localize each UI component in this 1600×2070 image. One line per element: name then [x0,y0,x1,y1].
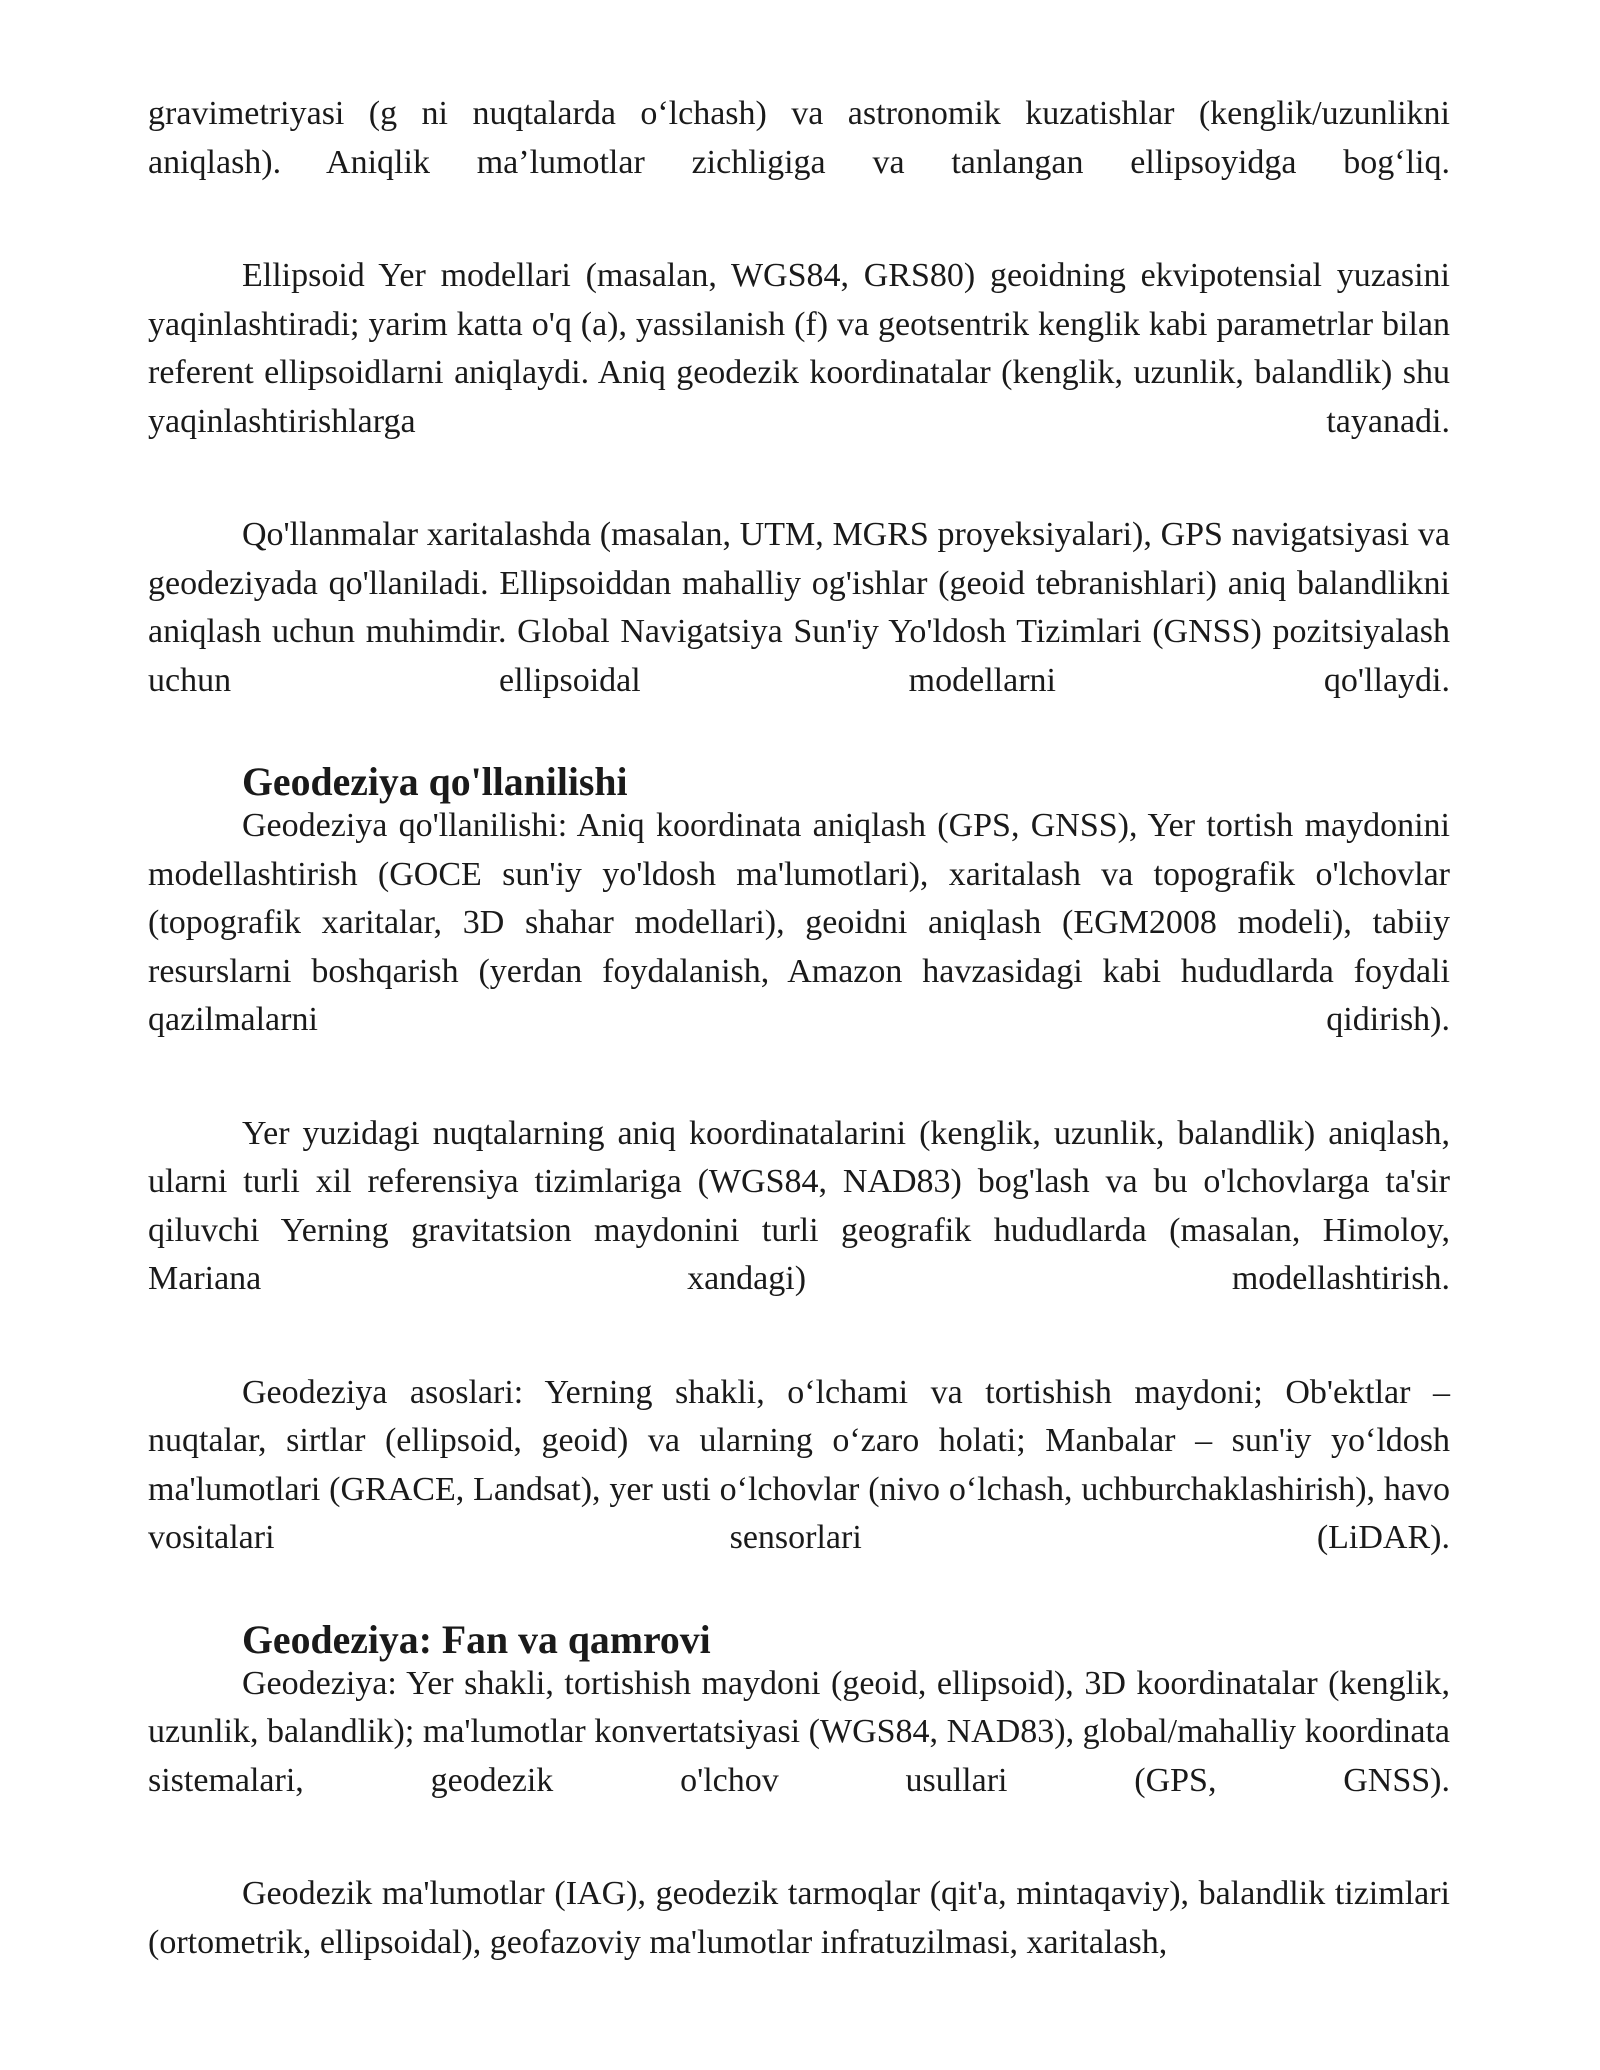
paragraph-geodesy-applications: Geodeziya qo'llanilishi: Aniq koordinata aniqlash (GPS, GNSS), Yer tortish maydonini modellashtirish (GOCE sun'iy yo'ldosh ma'lumotlari), xaritalash va topografik o'lchovlar (topografik xaritalar, 3D shahar modellari), geoidni aniqlash (EGM2008 modeli), tabiiy resurslarni boshqarish (yerdan foydalanish, Amazon havzasidagi kabi hududlarda foydali qazilmalarni qidirish). [148,807,1450,1038]
paragraph-coordinates: Yer yuzidagi nuqtalarning aniq koordinatalarini (kenglik, uzunlik, balandlik) aniqlash, ularni turli xil referensiya tizimlariga (WGS84, NAD83) bog'lash va bu o'lchovlarga ta'sir qiluvchi Yerning gravitatsion maydonini turli geografik hududlarda (masalan, Himoloy, Mariana xandagi) modellashtirish. [148,1114,1450,1297]
paragraph-geodesy-basics: Geodeziya asoslari: Yerning shakli, o‘lchami va tortishish maydoni; Ob'ektlar – nuqtalar, sirtlar (ellipsoid, geoid) va ularning o‘zaro holati; Manbalar – sun'iy yo‘ldosh ma'lumotlari (GRACE, Landsat), yer usti o‘lchovlar (nivo o‘lchash, uchburchaklashirish), havo vositalari sensorlari (LiDAR). [148,1373,1450,1556]
paragraph-ellipsoid-models: Ellipsoid Yer modellari (masalan, WGS84, GRS80) geoidning ekvipotensial yuzasini yaqinlashtiradi; yarim katta o'q (a), yassilanish (f) va geotsentrik kenglik kabi parametrlar bilan referent ellipsoidlarni aniqlaydi. Aniq geodezik koordinatalar (kenglik, uzunlik, balandlik) shu yaqinlashtirishlarga tayanadi. [148,257,1450,440]
section-heading-geodesy-applications: Geodeziya qo'llanilishi [242,760,628,804]
paragraph-geodesy-scope: Geodeziya: Yer shakli, tortishish maydoni (geoid, ellipsoid), 3D koordinatalar (kenglik, uzunlik, balandlik); ma'lumotlar konvertatsiyasi (WGS84, NAD83), global/mahalliy koordinata sistemalari, geodezik o'lchov usullari (GPS, GNSS). [148,1664,1450,1799]
document-page [148,90,1450,2032]
paragraph-geodetic-data: Geodezik ma'lumotlar (IAG), geodezik tarmoqlar (qit'a, mintaqaviy), balandlik tizimlari (ortometrik, ellipsoidal), geofazoviy ma'lumotlar infratuzilmasi, xaritalash, [148,1875,1450,1961]
paragraph-applications: Qo'llanmalar xaritalashda (masalan, UTM, MGRS proyeksiyalari), GPS navigatsiyasi va geodeziyada qo'llaniladi. Ellipsoiddan mahalliy og'ishlar (geoid tebranishlari) aniq balandlikni aniqlash uchun muhimdir. Global Navigatsiya Sun'iy Yo'ldosh Tizimlari (GNSS) pozitsiyalash uchun ellipsoidal modellarni qo'llaydi. [148,516,1450,699]
paragraph-gravimetry: gravimetriyasi (g ni nuqtalarda o‘lchash) va astronomik kuzatishlar (kenglik/uzunlikni aniqlash). Aniqlik ma’lumotlar zichligiga va tanlangan ellipsoyidga bog‘liq. [148,95,1450,181]
section-heading-geodesy-scope: Geodeziya: Fan va qamrovi [242,1617,711,1662]
